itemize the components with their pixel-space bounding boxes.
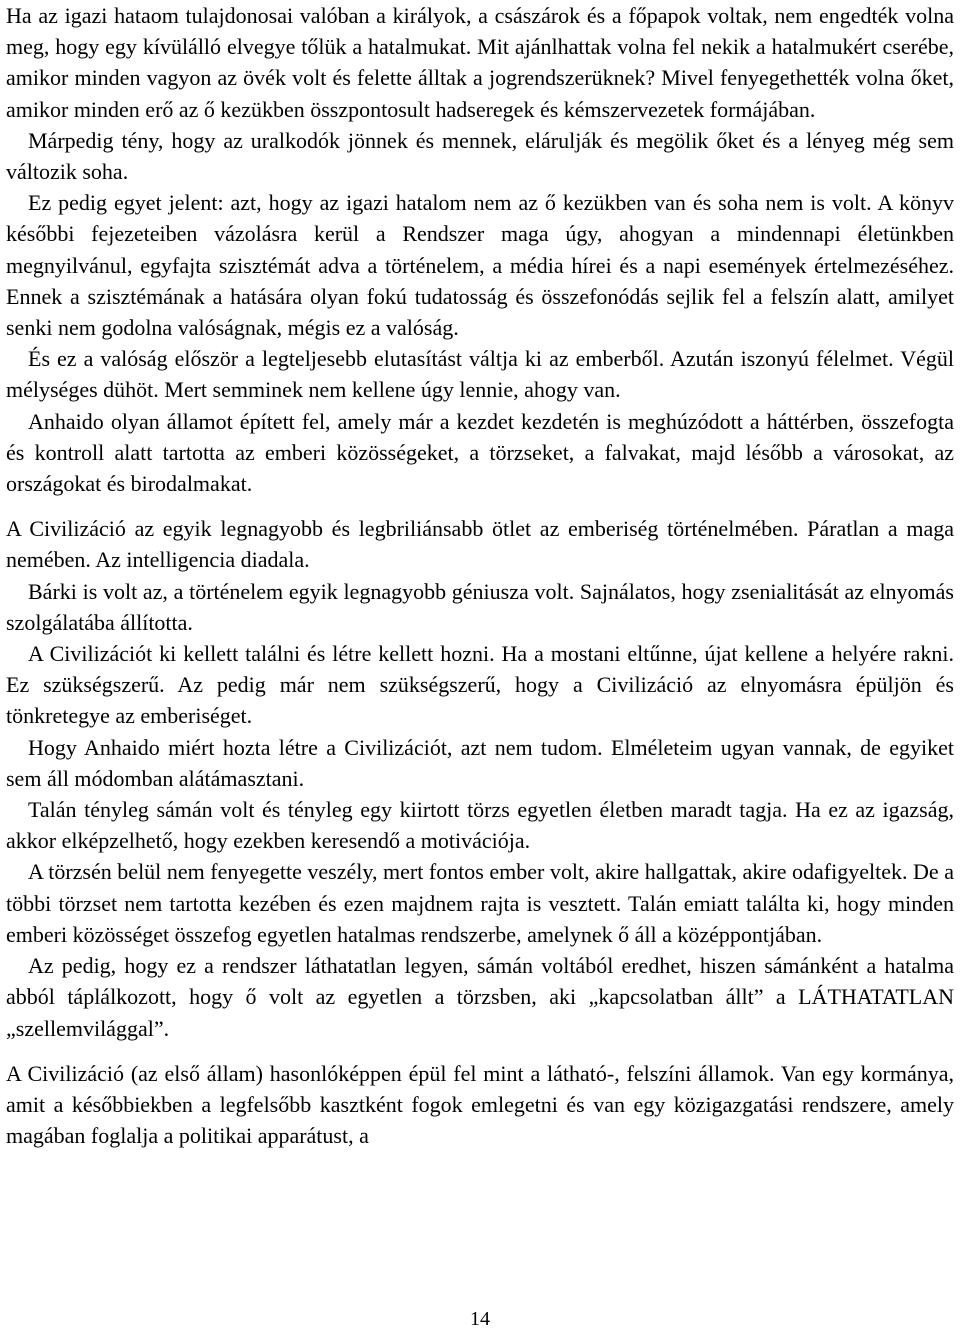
paragraph-6: A Civilizáció az egyik legnagyobb és legbriliánsabb ötlet az emberiség történelmében. Páratlan a maga nemében. Az intelligencia diadala. [6,516,954,573]
paragraph-9: Hogy Anhaido miért hozta létre a Civilizációt, azt nem tudom. Elméleteim ugyan vannak, de egyiket sem áll módomban alátámasztani. [6,734,954,791]
paragraph-4: És ez a valóság először a legteljesebb elutasítást váltja ki az emberből. Azután iszonyú félelmet. Végül mélységes dühöt. Mert semminek nem kellene úgy lennie, ahogy van. [6,346,954,403]
page-number: 14 [470,1308,490,1330]
paragraph-12: Az pedig, hogy ez a rendszer láthatatlan legyen, sámán voltából eredhet, hiszen sámánként a hatalma abból táplálkozott, hogy ő volt az egyetlen a törzsben, aki „kapcsolatban állt” a LÁTHATATLAN „szellemvilággal”. [6,953,954,1041]
paragraph-7: Bárki is volt az, a történelem egyik legnagyobb géniusza volt. Sajnálatos, hogy zsenialitását az elnyomás szolgálatába állította. [6,578,954,635]
paragraph-8: A Civilizációt ki kellett találni és létre kellett hozni. Ha a mostani eltűnne, újat kellene a helyére rakni. Ez szükségszerű. Az pedig már nem szükségszerű, hogy a Civilizáció az elnyomásra épüljön és tönkretegye az emberiséget. [6,641,954,729]
paragraph-5: Anhaido olyan államot épített fel, amely már a kezdet kezdetén is meghúzódott a háttérben, összefogta és kontroll alatt tartotta az emberi közösségeket, a törzseket, a falvakat, majd lésőbb a városokat, az országokat és birodalmakat. [6,408,954,497]
paragraph-2: Márpedig tény, hogy az uralkodók jönnek és mennek, elárulják és megölik őket és a lényeg még sem változik soha. [6,127,954,185]
document-page [6,0,954,1151]
paragraph-1: Ha az igazi hataom tulajdonosai valóban a királyok, a császárok és a főpapok voltak, nem engedték volna meg, hogy egy kívülálló elvegye tőlük a hatalmukat. Mit ajánlhattak volna fel nekik a hatalmukért cserébe, amikor minden vagyon az övék volt és felette álltak a jogrendszerüknek? Mivel fenyegethették volna őket, amikor minden erő az ő kezükben összpontosult hadseregek és kémszervezetek formájában. [6,3,954,122]
paragraph-10: Talán tényleg sámán volt és tényleg egy kiirtott törzs egyetlen életben maradt tagja. Ha ez az igazság, akkor elképzelhető, hogy ezekben keresendő a motivációja. [6,797,954,854]
paragraph-13: A Civilizáció (az első állam) hasonlóképpen épül fel mint a látható-, felszíni államok. Van egy kormánya, amit a későbbiekben a legfelsőbb kasztként fogok emlegetni és van egy közigazgatási rendszere, amely magában foglalja a politikai apparátust, a [6,1060,954,1149]
paragraph-11: A törzsén belül nem fenyegette veszély, mert fontos ember volt, akire hallgattak, akire odafigyeltek. De a többi törzset nem tartotta kezében és ezen majdnem rajta is vesztett. Talán emiatt találta ki, hogy minden emberi közösséget összefog egyetlen hatalmas rendszerbe, amelynek ő áll a középpontjában. [6,859,954,947]
paragraph-3: Ez pedig egyet jelent: azt, hogy az igazi hatalom nem az ő kezükben van és soha nem is volt. A könyv későbbi fejezeteiben vázolásra kerül a Rendszer maga úgy, ahogyan a mindennapi életünkben megnyilvánul, egyfajta szisztémát adva a történelem, a média hírei és a napi események értelmezéséhez. Ennek a szisztémának a hatására olyan fokú tudatosság és összefonódás sejlik fel a felszín alatt, amilyet senki nem godolna valóságnak, mégis ez a valóság. [6,190,954,341]
